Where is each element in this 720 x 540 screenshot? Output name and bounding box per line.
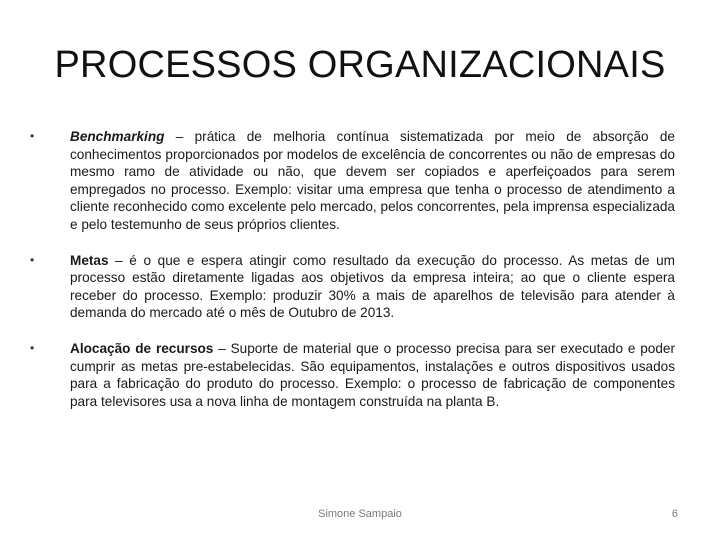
bullet-term: Benchmarking	[70, 129, 165, 144]
bullet-list	[30, 128, 675, 428]
bullet-term: Alocação de recursos	[70, 340, 214, 356]
bullet-marker: •	[30, 129, 35, 143]
bullet-term: Metas	[70, 252, 109, 268]
page-number: 6	[671, 508, 678, 520]
bullet-item-alocacao-de-recursos	[30, 340, 675, 410]
bullet-marker: •	[30, 340, 35, 355]
bullet-text: – prática de melhoria contínua sistematizada por meio de absorção de conhecimentos proporcionados por modelos de excelência de concorrentes ou não de empresas do mesmo ramo de atividade ou não, que devem ser copiados e aperfeiçoados para serem empregados no processo. Exemplo: visitar uma empresa que tenha o processo de atendimento a cliente reconhecido como excelente pelo mercado, pelos concorrentes, pela imprensa especializada e pelo testemunho de seus próprios clientes.	[70, 129, 675, 232]
bullet-text: – Suporte de material que o processo precisa para ser executado e poder cumprir as metas pre-estabelecidas. São equipamentos, instalações e outros dispositivos usados para a fabricação do produto do processo. Exemplo: o processo de fabricação de componentes para televisores usa a nova linha de montagem construída na planta B.	[70, 340, 675, 409]
bullet-item-benchmarking	[30, 128, 675, 234]
bullet-item-metas	[30, 252, 675, 322]
bullet-marker: •	[30, 252, 35, 267]
slide-title: PROCESSOS ORGANIZACIONAIS	[54, 44, 666, 86]
bullet-text: – é o que e espera atingir como resultado da execução do processo. As metas de um processo estão diretamente ligadas aos objetivos da empresa inteira; ao que o cliente espera receber do processo. Exemplo: produzir 30% a mais de aparelhos de televisão para atender à demanda do mercado até o mês de Outubro de 2013.	[70, 252, 675, 321]
footer-author: Simone Sampaio	[318, 508, 402, 520]
